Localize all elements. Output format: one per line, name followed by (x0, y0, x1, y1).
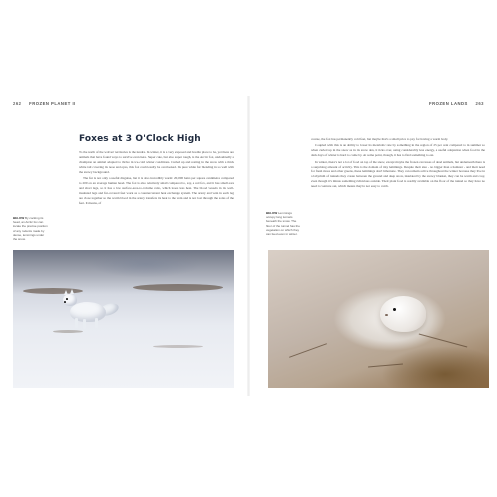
right-body-text (311, 137, 485, 191)
right-running-title: FROZEN LANDS (429, 101, 468, 106)
left-page-number: 262 (13, 101, 22, 106)
right-caption-label: BELOW (266, 211, 278, 215)
left-body-text (79, 150, 234, 207)
right-running-head (429, 101, 484, 106)
right-paragraph: In winter, there's not a lot of food on top of the snow, except maybe the frozen carcasses of dead animals, but underneath there is a surprising amount of activity. This is the domain of tiny lemmings. Despite their size - no bigger than a hamster - and their need for fresh moss and other greens, these lemmings don't hibernate. They can remain active throughout the winter because they live in a labyrinth of tunnels they create between the ground and deep snow, insulated by the snowy blanket, they can be warm and cosy, even though it's minus something ridiculous outside. Their plant food is readily available on the floor of the tunnel so they have no need to venture out, which means they're not easy to catch. (311, 159, 485, 189)
left-caption-label: BELOW (13, 216, 25, 220)
right-paragraph: Coupled with this is an ability to lower its metabolic rate by something in the region of 25 per cent compared to in summer so when curled up in the snow as in its snow den, it ticks over, using considerably less energy, a useful adaptation when food in the dark days of winter is hard to come by. At some point, though, it has to find something to eat. (311, 143, 485, 158)
right-paragraph: course, the fox has permanently cold feet, but maybe that's a small price to pay for having a warm body. (311, 137, 449, 141)
arctic-fox-photo (13, 250, 234, 388)
right-page (249, 0, 497, 497)
left-caption (13, 216, 48, 241)
left-running-head (13, 101, 76, 106)
left-caption-text: By cocking its head, an Arctic fox can locate the precise position of any rodents made by dense, lemmings under the snow. (13, 216, 48, 242)
lemming-photo (268, 250, 489, 388)
left-paragraph: The fur is not only a useful disguise, but it is also incredibly warm: 20,000 hairs per square centimetre compared to 200 on an average human head. The fox is also relatively small compared to, say, a red fox, and it has small ears and short legs, so it has a low surface-area-to-volume ratio, which loses less heat. The blood vessels in its well-insulated legs and fur-covered feet work as a countercurrent heat exchange system. The artery and vein in each leg are close together so the warm blood in the artery transfers its heat to the vein and is not lost through the soles of the feet. It means, of (79, 176, 234, 205)
left-paragraph: To the north of the wolves' territories is the tundra. In winter, it is a very exposed and hostile place to be, yet there are animals that have found ways to survive even here. Super cute, but also super tough, is the Arctic fox, undoubtedly a champion an animal adapted to thrive in ice-cold winter conditions. Curled up and resting in the snow with a thick white tail covering its nose and eyes, this fox could easily be overlooked. Its pure white fur blending in so well with the snowy background. (79, 150, 234, 174)
right-caption (266, 211, 300, 236)
section-heading: Foxes at 3 O'Clock High (79, 134, 201, 144)
right-page-number: 263 (475, 101, 484, 106)
left-running-title: FROZEN PLANET II (29, 101, 76, 106)
left-page (0, 0, 248, 497)
right-caption-text: Lemmings occupy long tunnels beneath the snow. The floor of the tunnel has the vegetation on which they can feed even in winter. (266, 211, 300, 237)
